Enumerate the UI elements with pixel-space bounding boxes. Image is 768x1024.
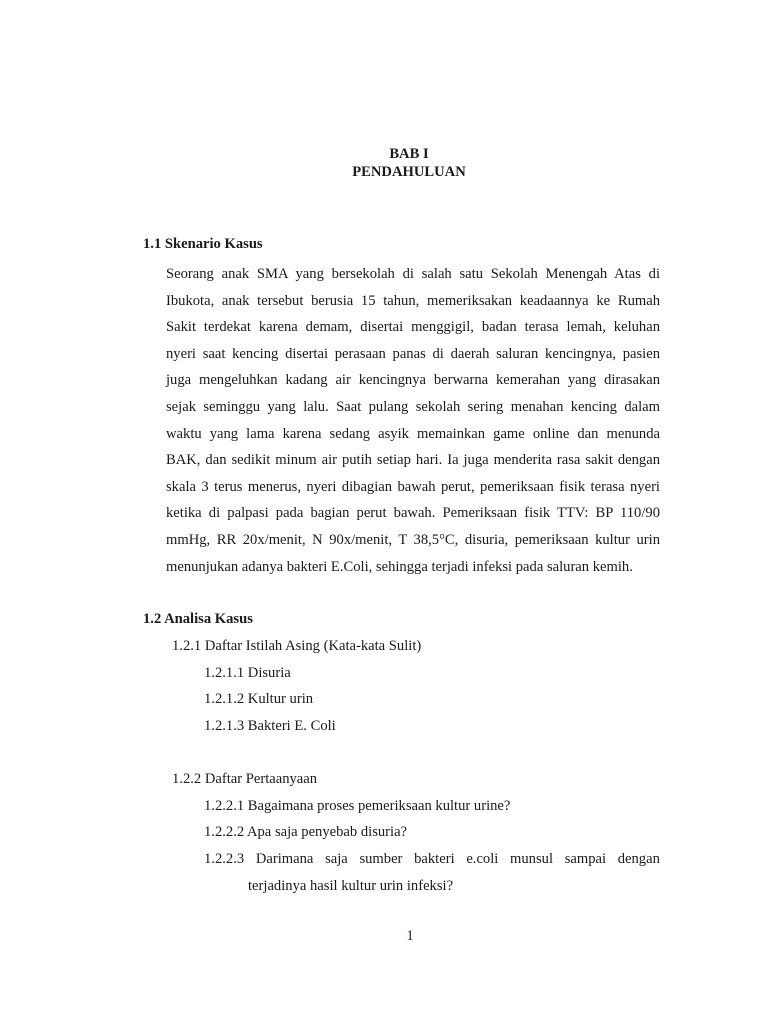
question-word: munsul xyxy=(510,851,554,867)
paragraph-line: Sakit terdekat karena demam, disertai menggigil, badan terasa lemah, keluhan xyxy=(166,319,660,336)
question-first-line xyxy=(204,851,660,868)
subsection-heading-1-2-1: 1.2.1 Daftar Istilah Asing (Kata-kata Sulit) xyxy=(172,638,422,654)
question-word: e.coli xyxy=(466,851,499,867)
question-word: Darimana xyxy=(255,851,314,867)
paragraph-line: Ibukota, anak tersebut berusia 15 tahun, memeriksakan keadaannya ke Rumah xyxy=(166,292,660,309)
question-number: 1.2.2.3 xyxy=(204,851,245,867)
list-item: 1.2.2.1 Bagaimana proses pemeriksaan kultur urine? xyxy=(204,798,511,814)
section-heading-1-1: 1.1 Skenario Kasus xyxy=(143,236,263,252)
question-word: sampai xyxy=(564,851,607,867)
paragraph-line: ketika di palpasi pada bagian perut bawah. Pemeriksaan fisik TTV: BP 110/90 xyxy=(166,505,660,522)
chapter-label: BAB I xyxy=(389,146,429,162)
paragraph-line: sejak seminggu yang lalu. Saat pulang sekolah sering menahan kencing dalam xyxy=(166,398,660,415)
question-word: sumber xyxy=(359,851,403,867)
subsection-heading-1-2-2: 1.2.2 Daftar Pertaanyaan xyxy=(172,771,318,787)
list-item: 1.2.1.3 Bakteri E. Coli xyxy=(204,718,336,734)
paragraph-line: BAK, dan sedikit minum air putih setiap hari. Ia juga menderita rasa sakit dengan xyxy=(166,452,660,469)
paragraph-line: mmHg, RR 20x/menit, N 90x/menit, T 38,5°C, disuria, pemeriksaan kultur urin xyxy=(166,531,660,548)
list-item: 1.2.1.2 Kultur urin xyxy=(204,691,314,707)
paragraph-line: juga mengeluhkan kadang air kencingnya berwarna kemerahan yang dirasakan xyxy=(166,372,660,389)
list-item: 1.2.2.2 Apa saja penyebab disuria? xyxy=(204,824,408,840)
question-continuation: terjadinya hasil kultur urin infeksi? xyxy=(248,878,454,894)
question-word: bakteri xyxy=(414,851,455,867)
paragraph-line: menunjukan adanya bakteri E.Coli, sehingga terjadi infeksi pada saluran kemih. xyxy=(166,558,633,575)
paragraph-line: waktu yang lama karena sedang asyik memainkan game online dan menunda xyxy=(166,425,660,442)
paragraph-line: Seorang anak SMA yang bersekolah di salah satu Sekolah Menengah Atas di xyxy=(166,266,660,282)
question-word: saja xyxy=(325,851,348,867)
section-heading-1-2: 1.2 Analisa Kasus xyxy=(143,611,253,627)
chapter-title: PENDAHULUAN xyxy=(352,164,466,180)
question-word: dengan xyxy=(617,851,660,867)
scenario-paragraph xyxy=(166,261,660,580)
list-item: 1.2.1.1 Disuria xyxy=(204,665,291,681)
page-number: 1 xyxy=(406,928,414,944)
paragraph-line: skala 3 terus menerus, nyeri dibagian bawah perut, pemeriksaan fisik terasa nyeri xyxy=(166,478,660,495)
paragraph-line: nyeri saat kencing disertai perasaan panas di daerah saluran kencingnya, pasien xyxy=(166,345,660,362)
list-item-1-2-2-3 xyxy=(204,851,660,894)
